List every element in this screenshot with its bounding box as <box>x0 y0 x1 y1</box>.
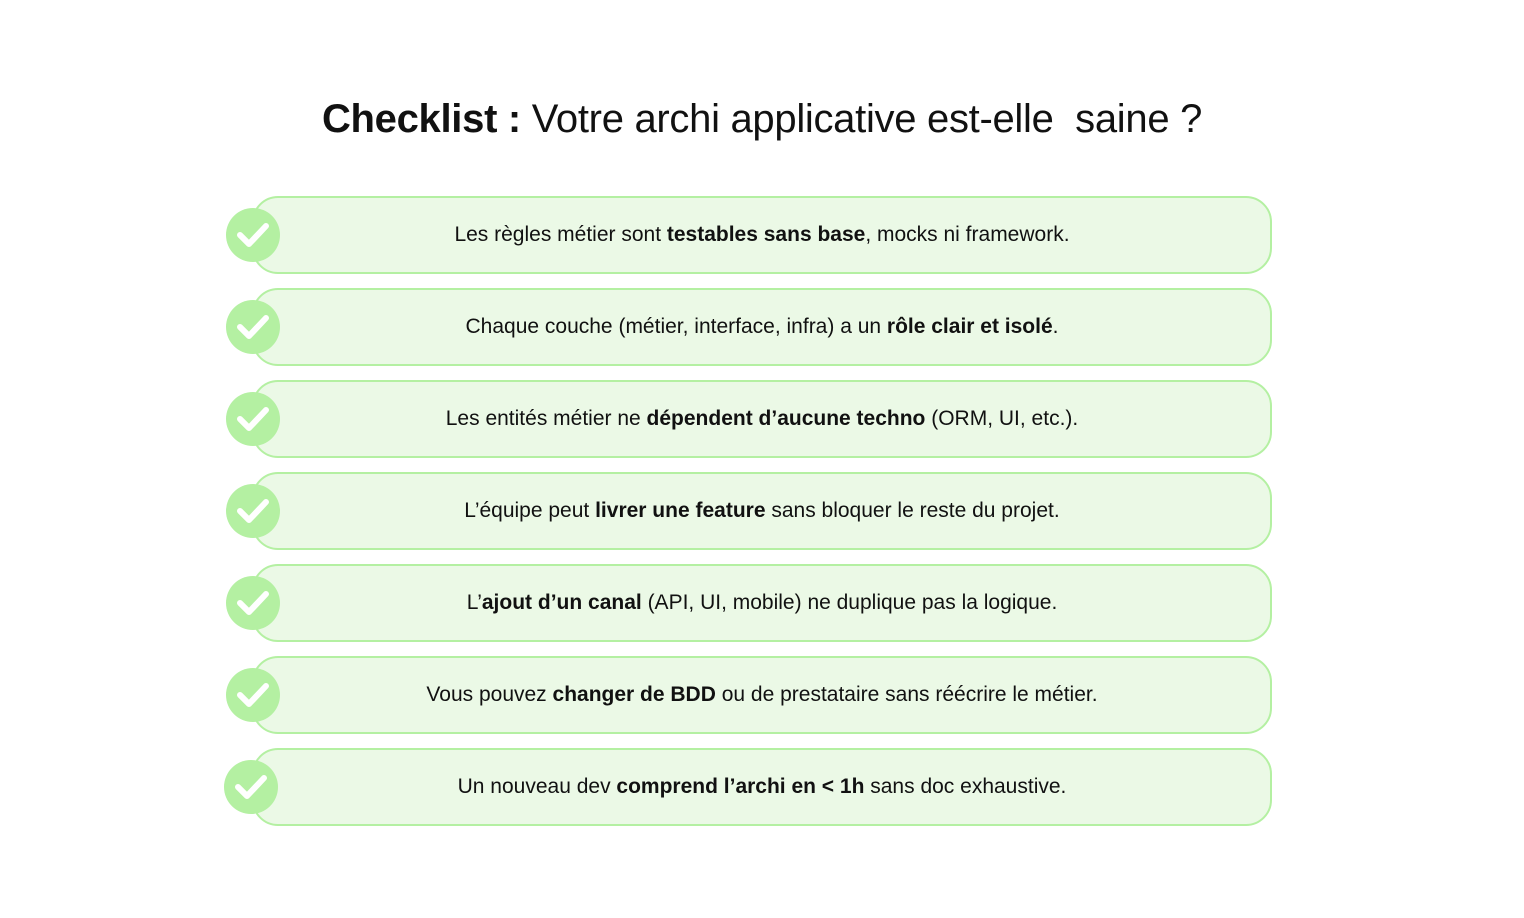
checklist-pill <box>252 472 1272 550</box>
item-text-before: Les règles métier sont <box>454 223 667 246</box>
item-text-bold: dépendent d’aucune techno <box>646 407 926 430</box>
item-text-before: Un nouveau dev <box>457 775 617 798</box>
checklist-pill <box>252 380 1272 458</box>
item-text-after: ou de prestataire sans réécrire le métier. <box>715 683 1098 706</box>
checklist-item-text <box>254 198 1270 272</box>
checklist-item-text <box>254 658 1270 732</box>
item-text-bold: ajout d’un canal <box>481 591 642 614</box>
checklist-item-text <box>254 290 1270 364</box>
item-text-after: (API, UI, mobile) ne duplique pas la logique. <box>641 591 1058 614</box>
title-rest: Votre archi applicative est-elle saine ? <box>520 97 1203 141</box>
checklist-pill <box>252 196 1272 274</box>
check-icon <box>226 484 280 538</box>
checklist-item <box>224 380 1274 458</box>
checklist-item <box>224 472 1274 550</box>
check-icon <box>226 208 280 262</box>
check-icon <box>224 760 278 814</box>
checklist-item-text <box>254 750 1270 824</box>
item-text-bold: testables sans base <box>666 223 866 246</box>
checklist-item <box>224 748 1274 826</box>
check-icon <box>226 576 280 630</box>
item-text-after: sans doc exhaustive. <box>864 775 1067 798</box>
item-text-after: , mocks ni framework. <box>865 223 1070 246</box>
checklist-item-text <box>254 474 1270 548</box>
page-title <box>0 92 1524 146</box>
item-text-after: . <box>1052 315 1059 338</box>
item-text-bold: livrer une feature <box>595 499 766 522</box>
checklist-pill <box>252 288 1272 366</box>
check-icon <box>226 392 280 446</box>
item-text-after: (ORM, UI, etc.). <box>925 407 1079 430</box>
item-text-before: L’ <box>466 591 482 614</box>
item-text-before: Chaque couche (métier, interface, infra) a un <box>465 315 887 338</box>
check-icon <box>226 300 280 354</box>
checklist-pill <box>252 748 1272 826</box>
title-bold: Checklist : <box>321 97 521 141</box>
checklist-pill <box>252 656 1272 734</box>
item-text-before: L’équipe peut <box>464 499 596 522</box>
item-text-after: sans bloquer le reste du projet. <box>765 499 1060 522</box>
checklist-item <box>224 564 1274 642</box>
checklist-item <box>224 656 1274 734</box>
checklist-item-text <box>254 566 1270 640</box>
checklist-item <box>224 196 1274 274</box>
checklist-item <box>224 288 1274 366</box>
item-text-bold: rôle clair et isolé <box>886 315 1053 338</box>
item-text-bold: comprend l’archi en < 1h <box>616 775 865 798</box>
item-text-before: Les entités métier ne <box>445 407 647 430</box>
checklist-item-text <box>254 382 1270 456</box>
item-text-bold: changer de BDD <box>552 683 716 706</box>
checklist-pill <box>252 564 1272 642</box>
item-text-before: Vous pouvez <box>426 683 553 706</box>
check-icon <box>226 668 280 722</box>
